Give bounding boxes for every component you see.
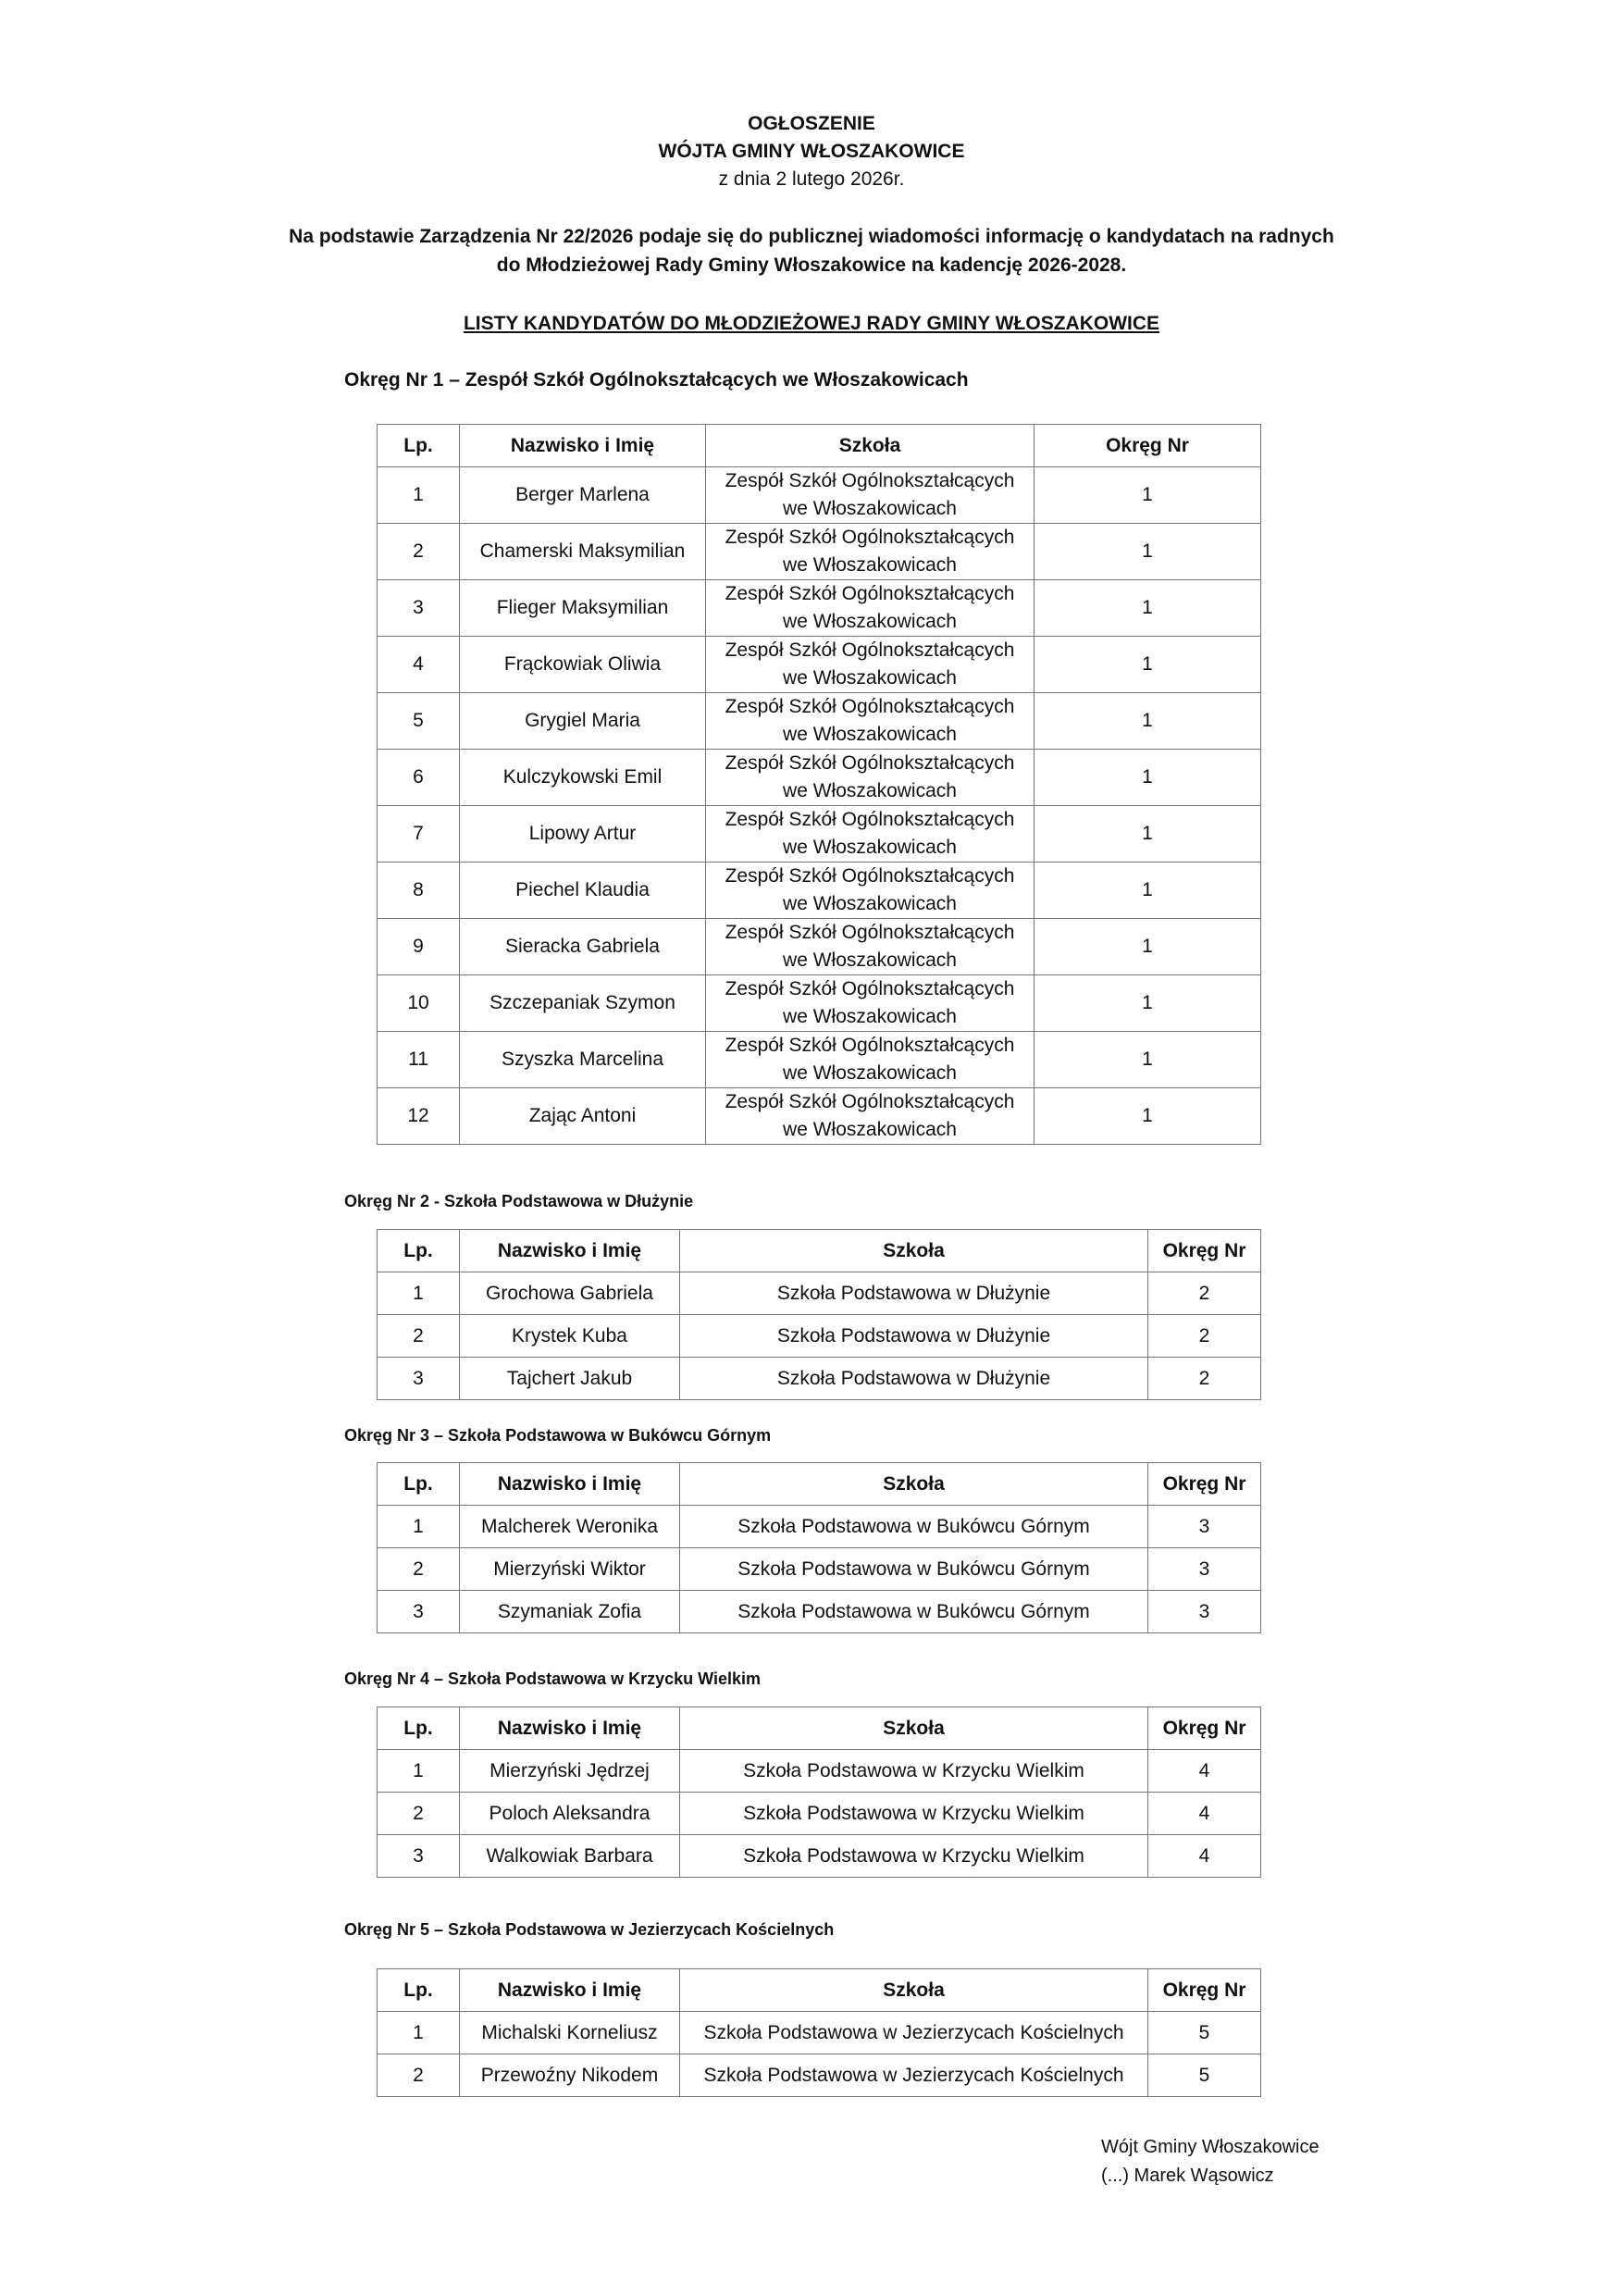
table-header-row [378, 1969, 1261, 2012]
cell-name: Zając Antoni [460, 1088, 706, 1145]
cell-lp: 2 [378, 524, 460, 580]
cell-school: Szkoła Podstawowa w Bukówcu Górnym [680, 1548, 1148, 1591]
cell-school: Szkoła Podstawowa w Dłużynie [680, 1358, 1148, 1400]
cell-district: 1 [1035, 524, 1261, 580]
table-row [378, 1835, 1261, 1878]
column-header-district: Okręg Nr [1148, 1463, 1261, 1506]
cell-name: Szyszka Marcelina [460, 1032, 706, 1088]
cell-school: Zespół Szkół Ogólnokształcących we Włoszakowicach [706, 637, 1035, 693]
cell-district: 2 [1148, 1315, 1261, 1358]
cell-lp: 2 [378, 1793, 460, 1835]
column-header-school: Szkoła [680, 1230, 1148, 1272]
cell-district: 1 [1035, 863, 1261, 919]
cell-school: Zespół Szkół Ogólnokształcących we Włoszakowicach [706, 919, 1035, 975]
cell-name: Szczepaniak Szymon [460, 975, 706, 1032]
cell-school: Szkoła Podstawowa w Krzycku Wielkim [680, 1793, 1148, 1835]
table-row [378, 2012, 1261, 2054]
table-row [378, 863, 1261, 919]
cell-name: Szymaniak Zofia [460, 1591, 680, 1633]
column-header-lp: Lp. [378, 1230, 460, 1272]
cell-name: Tajchert Jakub [460, 1358, 680, 1400]
cell-name: Malcherek Weronika [460, 1506, 680, 1548]
cell-name: Poloch Aleksandra [460, 1793, 680, 1835]
table-row [378, 524, 1261, 580]
cell-lp: 9 [378, 919, 460, 975]
document-date: z dnia 2 lutego 2026r. [718, 168, 905, 190]
cell-name: Chamerski Maksymilian [460, 524, 706, 580]
cell-district: 1 [1035, 693, 1261, 750]
cell-lp: 3 [378, 1358, 460, 1400]
cell-district: 1 [1035, 750, 1261, 806]
column-header-lp: Lp. [378, 425, 460, 467]
cell-name: Frąckowiak Oliwia [460, 637, 706, 693]
table-row [378, 806, 1261, 863]
cell-name: Lipowy Artur [460, 806, 706, 863]
table-header-row [378, 1707, 1261, 1750]
cell-name: Michalski Korneliusz [460, 2012, 680, 2054]
column-header-district: Okręg Nr [1148, 1969, 1261, 2012]
cell-school: Zespół Szkół Ogólnokształcących we Włoszakowicach [706, 806, 1035, 863]
document-title: OGŁOSZENIE [748, 113, 875, 134]
cell-school: Zespół Szkół Ogólnokształcących we Włoszakowicach [706, 975, 1035, 1032]
cell-name: Flieger Maksymilian [460, 580, 706, 637]
cell-school: Zespół Szkół Ogólnokształcących we Włoszakowicach [706, 1088, 1035, 1145]
cell-school: Zespół Szkół Ogólnokształcących we Włoszakowicach [706, 1032, 1035, 1088]
column-header-district: Okręg Nr [1148, 1707, 1261, 1750]
cell-district: 5 [1148, 2054, 1261, 2097]
cell-lp: 3 [378, 1591, 460, 1633]
cell-name: Krystek Kuba [460, 1315, 680, 1358]
cell-lp: 8 [378, 863, 460, 919]
cell-name: Piechel Klaudia [460, 863, 706, 919]
cell-district: 1 [1035, 1088, 1261, 1145]
column-header-name: Nazwisko i Imię [460, 1969, 680, 2012]
cell-lp: 12 [378, 1088, 460, 1145]
column-header-lp: Lp. [378, 1463, 460, 1506]
cell-lp: 10 [378, 975, 460, 1032]
cell-district: 1 [1035, 806, 1261, 863]
table-row [378, 1506, 1261, 1548]
cell-district: 4 [1148, 1793, 1261, 1835]
cell-lp: 1 [378, 1272, 460, 1315]
candidates-table-3 [377, 1462, 1261, 1633]
cell-district: 1 [1035, 1032, 1261, 1088]
table-row [378, 919, 1261, 975]
cell-school: Zespół Szkół Ogólnokształcących we Włoszakowicach [706, 467, 1035, 524]
cell-lp: 2 [378, 2054, 460, 2097]
column-header-lp: Lp. [378, 1969, 460, 2012]
cell-lp: 6 [378, 750, 460, 806]
table-row [378, 1272, 1261, 1315]
cell-lp: 7 [378, 806, 460, 863]
column-header-school: Szkoła [680, 1969, 1148, 2012]
cell-district: 3 [1148, 1548, 1261, 1591]
cell-district: 3 [1148, 1506, 1261, 1548]
cell-name: Mierzyński Jędrzej [460, 1750, 680, 1793]
cell-lp: 3 [378, 580, 460, 637]
cell-school: Szkoła Podstawowa w Krzycku Wielkim [680, 1750, 1148, 1793]
column-header-lp: Lp. [378, 1707, 460, 1750]
candidates-table-1 [377, 424, 1261, 1145]
section-heading-2: Okręg Nr 2 - Szkoła Podstawowa w Dłużynie [344, 1192, 694, 1210]
table-row [378, 580, 1261, 637]
cell-school: Szkoła Podstawowa w Bukówcu Górnym [680, 1506, 1148, 1548]
table-header-row [378, 1463, 1261, 1506]
cell-district: 2 [1148, 1358, 1261, 1400]
table-row [378, 693, 1261, 750]
table-row [378, 1750, 1261, 1793]
cell-lp: 2 [378, 1548, 460, 1591]
lists-heading: LISTY KANDYDATÓW DO MŁODZIEŻOWEJ RADY GMINY WŁOSZAKOWICE [463, 313, 1160, 334]
cell-lp: 1 [378, 1750, 460, 1793]
table-header-row [378, 1230, 1261, 1272]
cell-school: Zespół Szkół Ogólnokształcących we Włoszakowicach [706, 524, 1035, 580]
table-row [378, 1358, 1261, 1400]
cell-school: Szkoła Podstawowa w Krzycku Wielkim [680, 1835, 1148, 1878]
table-header-row [378, 425, 1261, 467]
section-heading-3: Okręg Nr 3 – Szkoła Podstawowa w Bukówcu Górnym [344, 1426, 772, 1445]
cell-school: Zespół Szkół Ogólnokształcących we Włoszakowicach [706, 693, 1035, 750]
cell-school: Zespół Szkół Ogólnokształcących we Włoszakowicach [706, 750, 1035, 806]
cell-lp: 11 [378, 1032, 460, 1088]
cell-school: Szkoła Podstawowa w Dłużynie [680, 1272, 1148, 1315]
table-row [378, 1088, 1261, 1145]
cell-district: 4 [1148, 1835, 1261, 1878]
cell-lp: 3 [378, 1835, 460, 1878]
cell-name: Walkowiak Barbara [460, 1835, 680, 1878]
cell-lp: 1 [378, 2012, 460, 2054]
column-header-name: Nazwisko i Imię [460, 1707, 680, 1750]
table-row [378, 1793, 1261, 1835]
cell-school: Szkoła Podstawowa w Jezierzycach Kościelnych [680, 2054, 1148, 2097]
section-heading-5: Okręg Nr 5 – Szkoła Podstawowa w Jezierzycach Kościelnych [344, 1920, 835, 1939]
signature-title: Wójt Gminy Włoszakowice [1101, 2137, 1319, 2157]
column-header-district: Okręg Nr [1035, 425, 1261, 467]
candidates-table-4 [377, 1706, 1261, 1878]
column-header-school: Szkoła [680, 1707, 1148, 1750]
section-heading-4: Okręg Nr 4 – Szkoła Podstawowa w Krzycku Wielkim [344, 1669, 761, 1688]
signature-name: (...) Marek Wąsowicz [1101, 2166, 1274, 2186]
cell-school: Zespół Szkół Ogólnokształcących we Włoszakowicach [706, 580, 1035, 637]
candidates-table-2 [377, 1229, 1261, 1400]
table-row [378, 1032, 1261, 1088]
cell-lp: 5 [378, 693, 460, 750]
cell-school: Zespół Szkół Ogólnokształcących we Włoszakowicach [706, 863, 1035, 919]
table-row [378, 2054, 1261, 2097]
table-row [378, 1591, 1261, 1633]
table-row [378, 1315, 1261, 1358]
cell-name: Sieracka Gabriela [460, 919, 706, 975]
cell-district: 4 [1148, 1750, 1261, 1793]
column-header-name: Nazwisko i Imię [460, 1463, 680, 1506]
cell-school: Szkoła Podstawowa w Dłużynie [680, 1315, 1148, 1358]
cell-name: Przewoźny Nikodem [460, 2054, 680, 2097]
cell-name: Mierzyński Wiktor [460, 1548, 680, 1591]
table-row [378, 1548, 1261, 1591]
table-row [378, 975, 1261, 1032]
cell-name: Grochowa Gabriela [460, 1272, 680, 1315]
cell-district: 2 [1148, 1272, 1261, 1315]
document-subtitle: WÓJTA GMINY WŁOSZAKOWICE [658, 141, 965, 162]
cell-name: Berger Marlena [460, 467, 706, 524]
cell-lp: 2 [378, 1315, 460, 1358]
intro-line-1: Na podstawie Zarządzenia Nr 22/2026 podaje się do publicznej wiadomości informację o kandydatach na radnych [289, 226, 1334, 247]
cell-name: Grygiel Maria [460, 693, 706, 750]
cell-school: Szkoła Podstawowa w Bukówcu Górnym [680, 1591, 1148, 1633]
table-row [378, 750, 1261, 806]
column-header-name: Nazwisko i Imię [460, 1230, 680, 1272]
column-header-district: Okręg Nr [1148, 1230, 1261, 1272]
column-header-name: Nazwisko i Imię [460, 425, 706, 467]
cell-lp: 1 [378, 467, 460, 524]
cell-district: 1 [1035, 919, 1261, 975]
section-heading-1: Okręg Nr 1 – Zespół Szkół Ogólnokształcących we Włoszakowicach [344, 369, 969, 391]
cell-district: 1 [1035, 580, 1261, 637]
cell-district: 3 [1148, 1591, 1261, 1633]
column-header-school: Szkoła [706, 425, 1035, 467]
cell-district: 1 [1035, 637, 1261, 693]
cell-district: 5 [1148, 2012, 1261, 2054]
cell-lp: 1 [378, 1506, 460, 1548]
cell-district: 1 [1035, 975, 1261, 1032]
cell-district: 1 [1035, 467, 1261, 524]
candidates-table-5 [377, 1968, 1261, 2097]
cell-school: Szkoła Podstawowa w Jezierzycach Kościelnych [680, 2012, 1148, 2054]
table-row [378, 467, 1261, 524]
table-row [378, 637, 1261, 693]
cell-name: Kulczykowski Emil [460, 750, 706, 806]
column-header-school: Szkoła [680, 1463, 1148, 1506]
intro-line-2: do Młodzieżowej Rady Gminy Włoszakowice na kadencję 2026-2028. [496, 254, 1127, 276]
cell-lp: 4 [378, 637, 460, 693]
